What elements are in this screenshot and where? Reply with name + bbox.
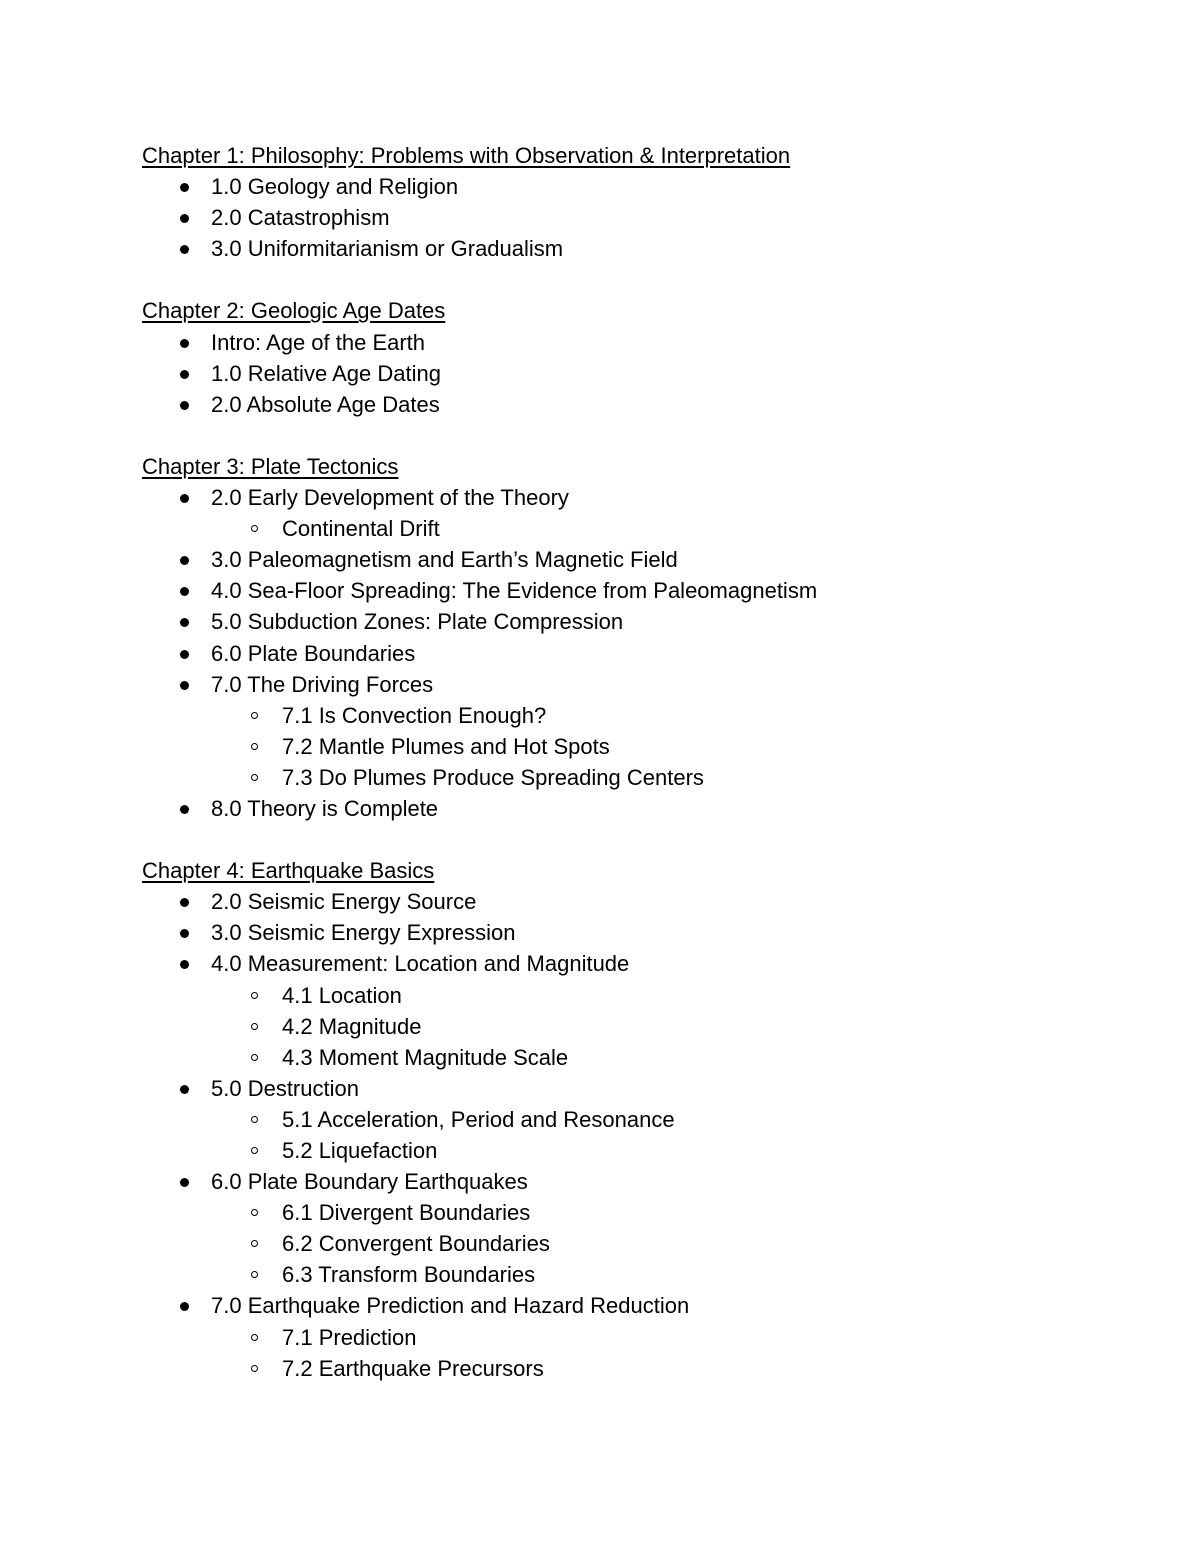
chapter-spacer [142,824,1142,855]
bullet-icon [180,1085,189,1094]
sub-list-item [142,980,1142,1011]
bullet-icon [180,1178,189,1187]
sub-list-item-text: 7.1 Is Convection Enough? [282,702,547,728]
list-item-text: 4.0 Sea-Floor Spreading: The Evidence from Paleomagnetism [211,578,818,604]
hollow-bullet-icon [251,1365,258,1372]
hollow-bullet-icon [251,525,258,532]
list-item-text: 2.0 Catastrophism [211,205,390,231]
sub-list-item-text: 6.2 Convergent Boundaries [282,1231,550,1257]
bullet-icon [180,929,189,938]
sub-list-item [142,1353,1142,1384]
chapter-heading: Chapter 1: Philosophy: Problems with Observation & Interpretation [142,143,791,168]
chapter-heading: Chapter 3: Plate Tectonics [142,453,399,479]
list-item-text: 4.0 Measurement: Location and Magnitude [211,951,630,977]
hollow-bullet-icon [251,774,258,781]
hollow-bullet-icon [251,743,258,750]
bullet-icon [180,1302,189,1311]
list-item [142,1166,1142,1197]
hollow-bullet-icon [251,712,258,719]
list-item [142,793,1142,824]
chapter-spacer [142,420,1142,451]
list-item-text: 3.0 Seismic Energy Expression [211,920,516,946]
list-item [142,886,1142,917]
hollow-bullet-icon [251,1054,258,1061]
bullet-icon [180,214,189,223]
sub-list-item-text: 5.1 Acceleration, Period and Resonance [282,1106,675,1132]
bullet-icon [180,587,189,596]
bullet-icon [180,183,189,192]
list-item-text: 7.0 The Driving Forces [211,671,434,697]
sub-list-item [142,1228,1142,1259]
bullet-icon [180,370,189,379]
list-item-text: 6.0 Plate Boundary Earthquakes [211,1169,528,1195]
list-item [142,544,1142,575]
sub-list-item-text: 6.3 Transform Boundaries [282,1262,536,1288]
list-item-text: 3.0 Paleomagnetism and Earth’s Magnetic Field [211,547,678,573]
sub-list-item [142,513,1142,544]
hollow-bullet-icon [251,1116,258,1123]
sub-list-item-text: 7.3 Do Plumes Produce Spreading Centers [282,764,704,790]
bullet-icon [180,681,189,690]
chapter-heading: Chapter 2: Geologic Age Dates [142,298,446,324]
bullet-icon [180,245,189,254]
list-item-text: 3.0 Uniformitarianism or Gradualism [211,236,564,262]
sub-list-item-text: 4.3 Moment Magnitude Scale [282,1044,569,1070]
hollow-bullet-icon [251,1240,258,1247]
list-item [142,358,1142,389]
hollow-bullet-icon [251,1023,258,1030]
hollow-bullet-icon [251,1147,258,1154]
list-item-text: 1.0 Relative Age Dating [211,360,441,386]
hollow-bullet-icon [251,1271,258,1278]
list-item [142,948,1142,979]
sub-list-item-text: 7.2 Earthquake Precursors [282,1355,544,1381]
list-item [142,638,1142,669]
bullet-icon [180,805,189,814]
hollow-bullet-icon [251,1334,258,1341]
document-body [142,140,1142,1384]
sub-list-item-text: 4.1 Location [282,982,402,1008]
chapter-spacer [142,264,1142,295]
list-item-text: Intro: Age of the Earth [211,329,426,355]
list-item-text: 7.0 Earthquake Prediction and Hazard Reduction [211,1293,690,1319]
list-item-text: 6.0 Plate Boundaries [211,640,416,666]
sub-list-item [142,1042,1142,1073]
hollow-bullet-icon [251,992,258,999]
bullet-icon [180,618,189,627]
list-item [142,171,1142,202]
list-item [142,233,1142,264]
sub-list-item [142,1197,1142,1228]
bullet-icon [180,650,189,659]
sub-list-item [142,1135,1142,1166]
list-item [142,606,1142,637]
hollow-bullet-icon [251,1209,258,1216]
list-item [142,202,1142,233]
sub-list-item [142,1322,1142,1353]
bullet-icon [180,960,189,969]
sub-list-item [142,1259,1142,1290]
list-item [142,917,1142,948]
sub-list-item-text: 6.1 Divergent Boundaries [282,1200,531,1226]
bullet-icon [180,898,189,907]
bullet-icon [180,556,189,565]
sub-list-item [142,1011,1142,1042]
sub-list-item [142,762,1142,793]
list-item-text: 2.0 Absolute Age Dates [211,391,440,417]
bullet-icon [180,401,189,410]
sub-list-item [142,731,1142,762]
bullet-icon [180,494,189,503]
sub-list-item-text: 7.1 Prediction [282,1324,417,1350]
bullet-icon [180,339,189,348]
list-item [142,327,1142,358]
sub-list-item-text: 7.2 Mantle Plumes and Hot Spots [282,733,610,759]
sub-list-item-text: Continental Drift [282,516,440,542]
sub-list-item [142,1104,1142,1135]
list-item [142,389,1142,420]
list-item-text: 5.0 Subduction Zones: Plate Compression [211,609,624,635]
list-item [142,1073,1142,1104]
list-item-text: 5.0 Destruction [211,1075,359,1101]
list-item [142,482,1142,513]
list-item-text: 2.0 Early Development of the Theory [211,485,569,511]
list-item-text: 1.0 Geology and Religion [211,174,459,200]
list-item [142,575,1142,606]
sub-list-item-text: 4.2 Magnitude [282,1013,422,1039]
sub-list-item [142,700,1142,731]
list-item-text: 8.0 Theory is Complete [211,795,439,821]
list-item [142,1290,1142,1321]
list-item-text: 2.0 Seismic Energy Source [211,889,477,915]
chapter-heading: Chapter 4: Earthquake Basics [142,858,435,884]
list-item [142,669,1142,700]
sub-list-item-text: 5.2 Liquefaction [282,1138,438,1163]
